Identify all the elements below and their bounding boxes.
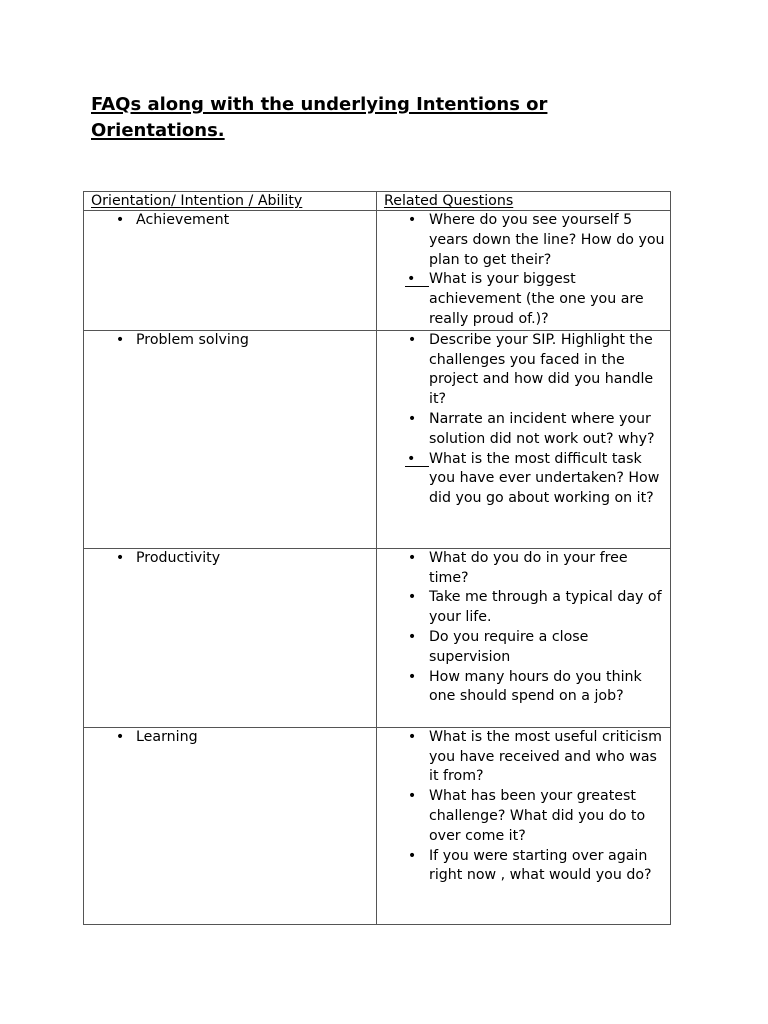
bullet-icon: • (115, 212, 125, 228)
question-item (384, 331, 666, 410)
question-text: Narrate an incident where your solution did not work out? why? (429, 410, 655, 447)
bullet-icon: • (405, 270, 429, 287)
question-item (384, 847, 666, 887)
bullet-icon: • (407, 549, 417, 566)
question-text: What is your biggest achievement (the one you are really proud of.)? (429, 271, 644, 327)
question-item (384, 668, 666, 708)
bullet-icon: • (115, 331, 125, 348)
question-item (384, 410, 666, 450)
bullet-icon: • (407, 212, 417, 228)
question-item (384, 628, 666, 668)
bullet-icon: • (407, 847, 417, 864)
questions-cell (377, 330, 671, 548)
question-text: Describe your SIP. Highlight the challenges you faced in the project and how did you handle it? (429, 331, 654, 408)
question-item (384, 588, 666, 628)
orientation-label: Problem solving (136, 331, 249, 348)
orientation-item (91, 728, 372, 748)
bullet-icon: • (407, 728, 417, 745)
question-text: What has been your greatest challenge? What did you do to over come it? (429, 788, 646, 844)
orientation-item (91, 331, 372, 351)
question-item (384, 450, 666, 509)
header-related-questions (377, 192, 671, 211)
questions-cell (377, 727, 671, 924)
header-related-questions-label: Related Questions (384, 193, 514, 209)
faq-table (83, 191, 671, 925)
orientation-label: Productivity (136, 549, 221, 566)
questions-cell (377, 548, 671, 727)
orientation-cell (84, 548, 377, 727)
bullet-icon: • (115, 728, 125, 745)
table-row (84, 548, 671, 727)
table-row (84, 330, 671, 548)
question-text: Do you require a close supervision (429, 628, 589, 665)
bullet-icon: • (407, 628, 417, 645)
orientation-label: Learning (136, 728, 198, 745)
header-orientation-label: Orientation/ Intention / Ability (91, 193, 303, 209)
question-item (384, 549, 666, 589)
question-text: What is the most difficult task you have ever undertaken? How did you go about working on it? (429, 450, 660, 507)
bullet-icon: • (407, 410, 417, 427)
questions-cell (377, 211, 671, 331)
bullet-icon: • (407, 788, 417, 805)
question-item (384, 728, 666, 787)
question-text: What do you do in your free time? (429, 549, 628, 586)
bullet-icon: • (407, 589, 417, 606)
orientation-label: Achievement (136, 212, 230, 228)
table-body (84, 211, 671, 925)
table-row (84, 211, 671, 331)
bullet-icon: • (407, 331, 417, 348)
question-item (384, 787, 666, 846)
question-text: Where do you see yourself 5 years down the line? How do you plan to get their? (429, 212, 665, 268)
header-orientation (84, 192, 377, 211)
question-item (384, 270, 666, 329)
question-text: Take me through a typical day of your life. (429, 589, 662, 626)
page-title: FAQs along with the underlying Intentions or Orientations. (91, 94, 548, 141)
bullet-icon: • (115, 549, 125, 566)
question-text: If you were starting over again right now , what would you do? (429, 847, 652, 884)
question-item (384, 211, 666, 270)
question-text: What is the most useful criticism you have received and who was it from? (429, 728, 662, 785)
table-header-row (84, 192, 671, 211)
orientation-cell (84, 211, 377, 331)
orientation-cell (84, 727, 377, 924)
orientation-cell (84, 330, 377, 548)
table-row (84, 727, 671, 924)
bullet-icon: • (405, 450, 429, 467)
orientation-item (91, 211, 372, 231)
orientation-item (91, 549, 372, 569)
question-text: How many hours do you think one should spend on a job? (429, 668, 642, 705)
bullet-icon: • (407, 668, 417, 685)
